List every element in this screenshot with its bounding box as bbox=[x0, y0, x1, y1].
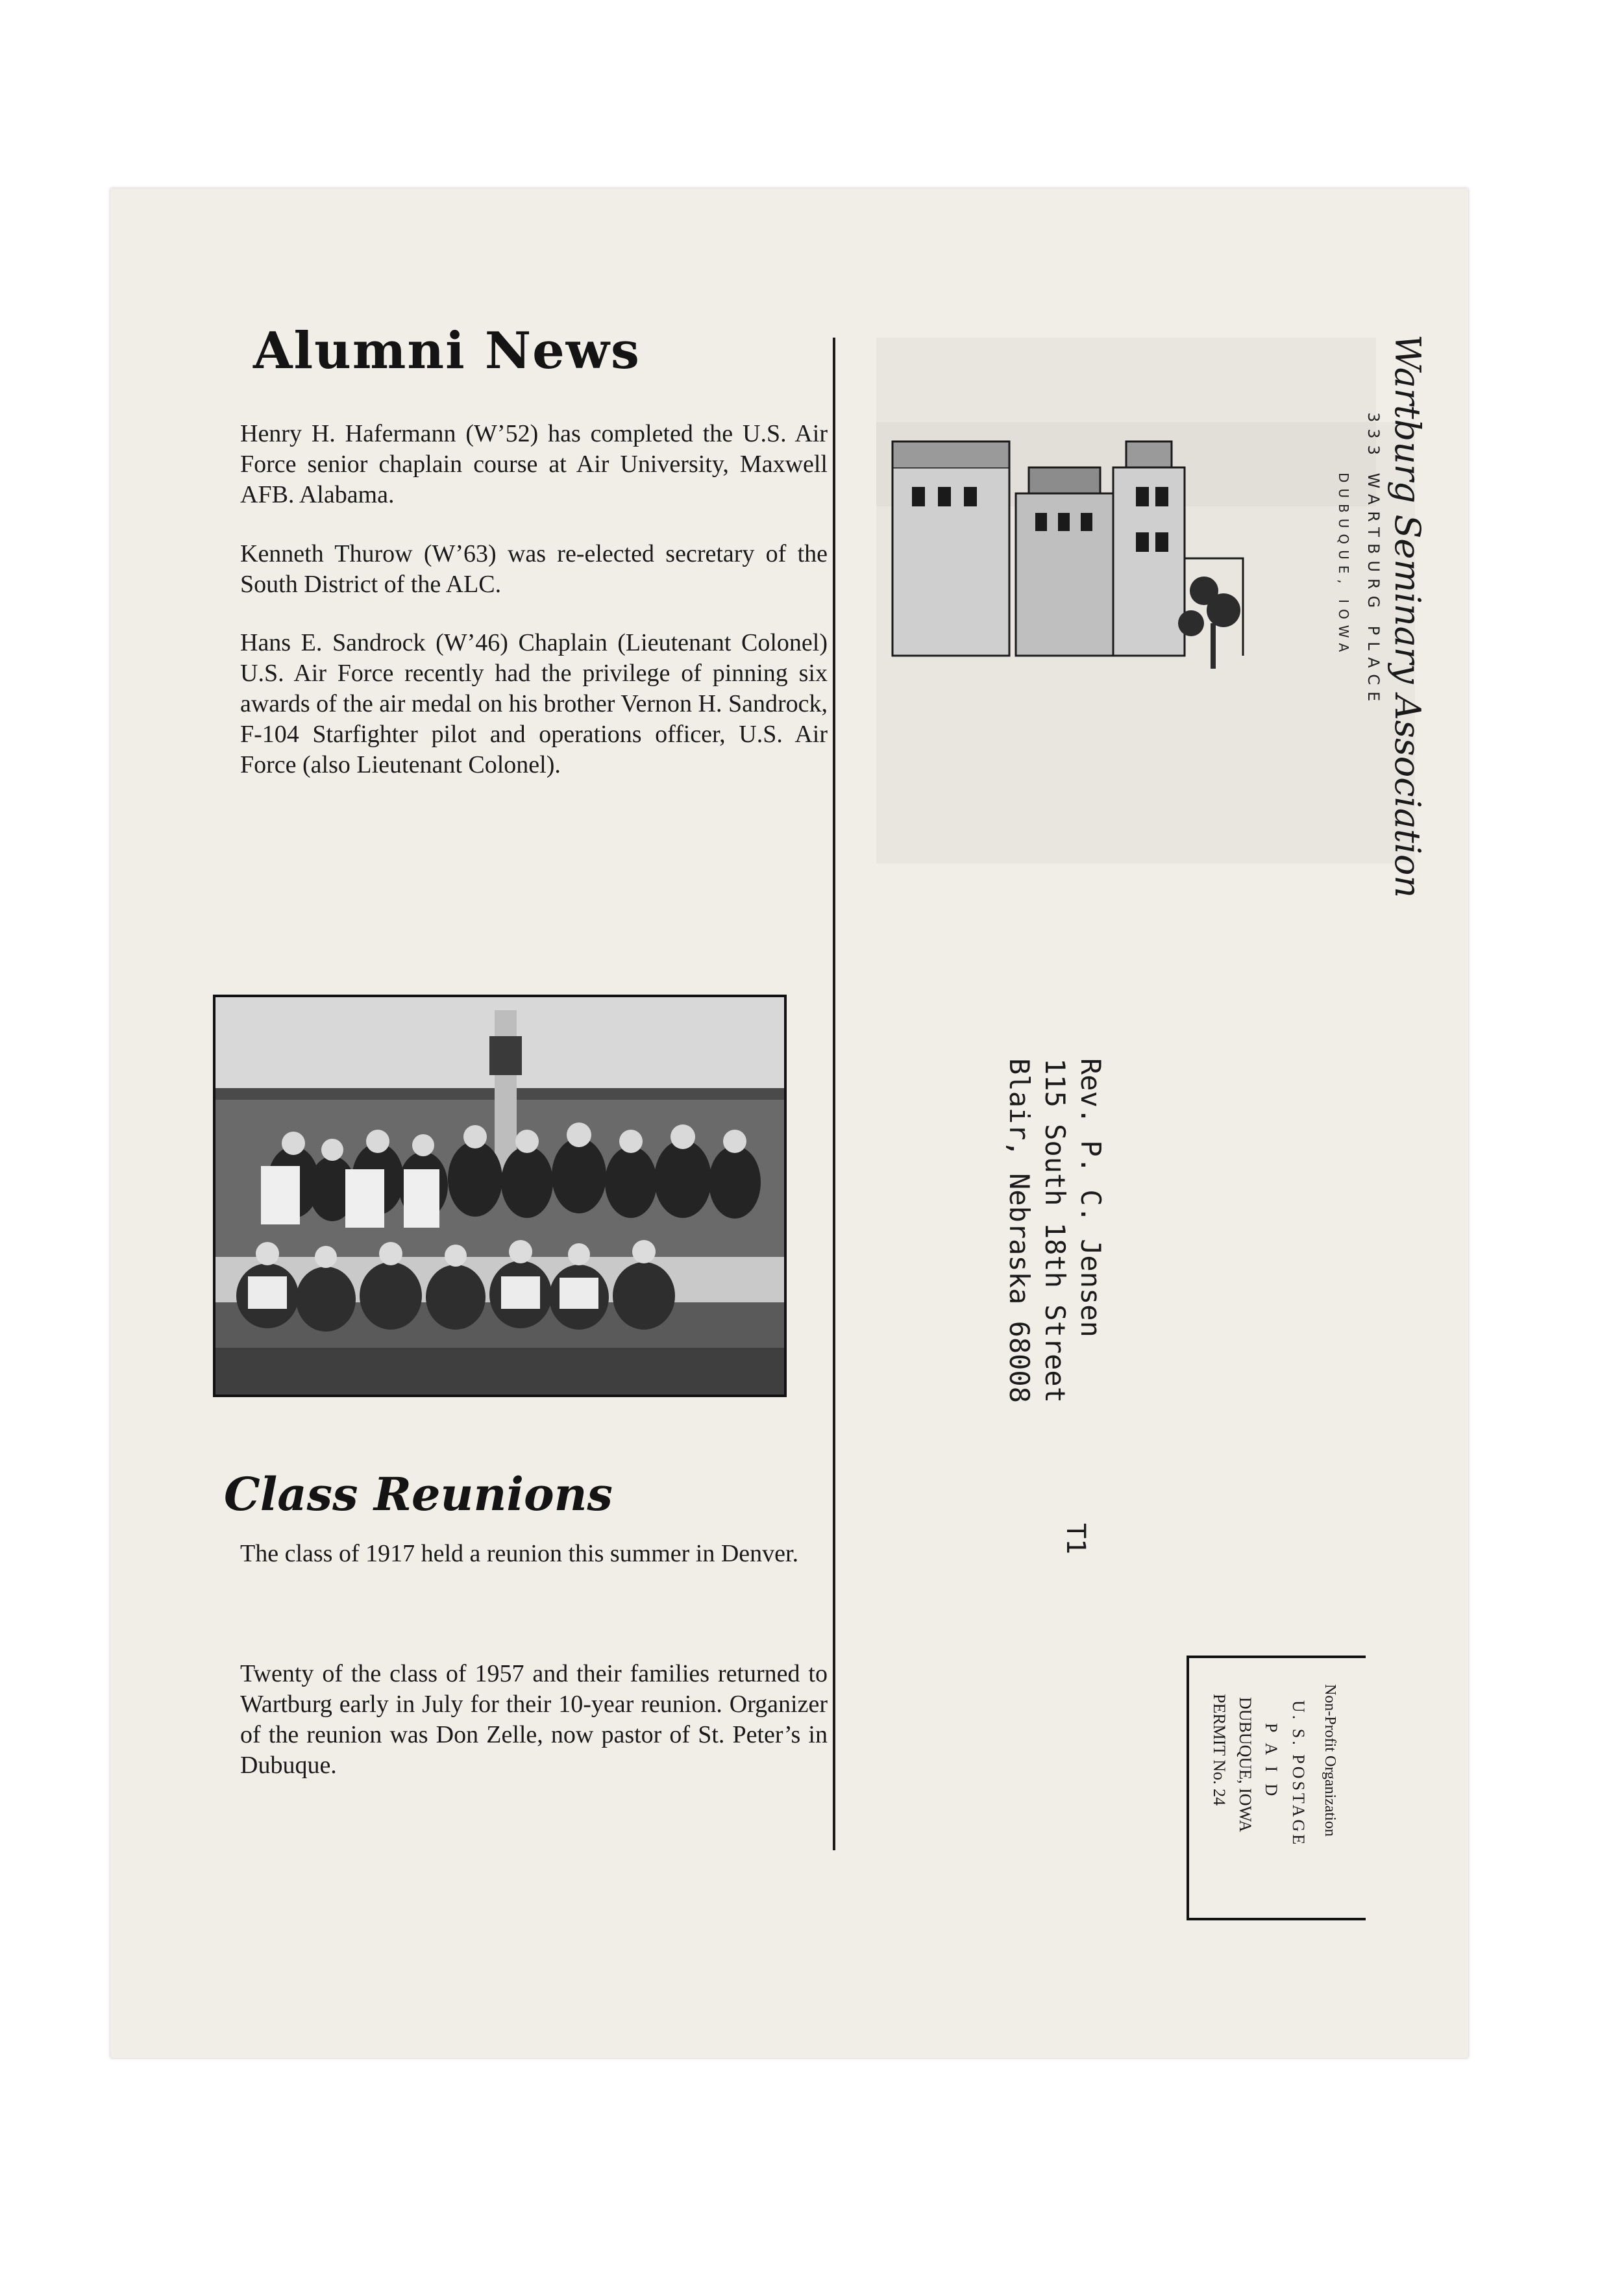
recipient-city: Blair, Nebraska 68008 bbox=[1003, 1058, 1035, 1404]
recipient-name: Rev. P. C. Jensen bbox=[1075, 1058, 1107, 1337]
class-reunions-heading: Class Reunions bbox=[224, 1467, 613, 1521]
postage-indicia bbox=[1187, 1656, 1366, 1920]
postage-organization: Non-Profit Organization bbox=[1322, 1684, 1338, 1837]
seminary-building-illustration bbox=[880, 428, 1269, 688]
group-photo-illustration bbox=[215, 997, 784, 1395]
recipient-code: T1 bbox=[1061, 1523, 1090, 1555]
alumni-item-hafermann: Henry H. Hafermann (W’52) has completed the U.S. Air Force senior chaplain course at Air University, Maxwell AFB. Alabama. bbox=[240, 420, 828, 508]
postage-city: DUBUQUE, IOWA bbox=[1236, 1697, 1255, 1832]
postage-us: U. S. POSTAGE bbox=[1289, 1700, 1308, 1848]
recipient-street: 115 South 18th Street bbox=[1039, 1058, 1071, 1404]
association-name: Wartburg Seminary Association bbox=[1387, 334, 1428, 899]
alumni-item-thurow: Kenneth Thurow (W’63) was re-elected secretary of the South District of the ALC. bbox=[240, 540, 828, 598]
reunion-item-1917: The class of 1917 held a reunion this summer in Denver. bbox=[240, 1540, 799, 1567]
reunion-item-1957: Twenty of the class of 1957 and their families returned to Wartburg early in July for their 10-year reunion. Organizer of the reunion was Don Zelle, now pastor of St. Peter’s in Dubuque. bbox=[240, 1660, 828, 1779]
class-reunion-photo bbox=[213, 995, 787, 1397]
alumni-item-sandrock: Hans E. Sandrock (W’46) Chaplain (Lieutenant Colonel) U.S. Air Force recently had the privilege of pinning six awards of the air medal on his brother Vernon H. Sandrock, F-104 Starfighter pilot and operations officer, U.S. Air Force (also Lieutenant Colonel). bbox=[240, 629, 828, 778]
postage-paid: P A I D bbox=[1262, 1723, 1281, 1800]
association-address: 333 WARTBURG PLACE bbox=[1364, 412, 1383, 708]
association-city: DUBUQUE, IOWA bbox=[1336, 473, 1351, 658]
alumni-news-heading: Alumni News bbox=[253, 321, 641, 380]
postage-permit: PERMIT No. 24 bbox=[1210, 1694, 1229, 1806]
column-divider bbox=[833, 338, 835, 1850]
